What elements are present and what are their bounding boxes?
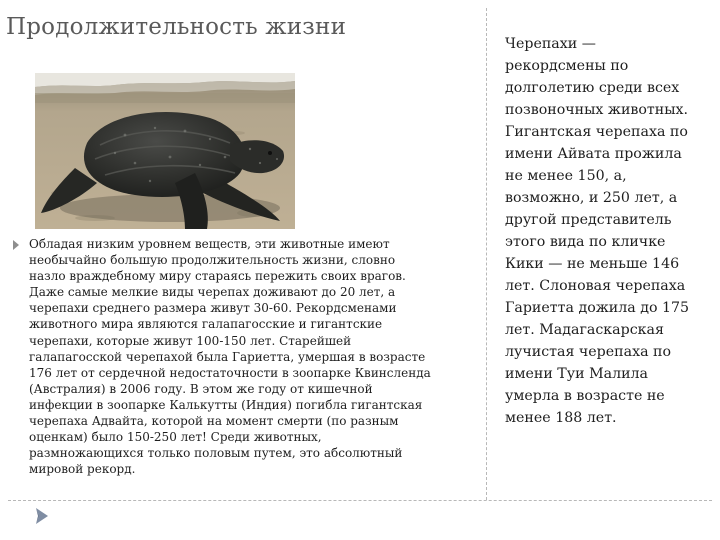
vertical-divider [486, 8, 487, 500]
slide-title: Продолжительность жизни [6, 14, 347, 40]
side-paragraph: Черепахи — рекордсмены по долголетию среди всех позвоночных животных. Гигантская черепаха по имени Айвата прожила не менее 150, а, возможно, и 250 лет, а другой представитель этого вида по кличке Кики — не меньше 146 лет. Слоновая черепаха Гариетта дожила до 175 лет. Мадагаскарская лучистая черепаха по имени Туи Малила умерла в возрасте не менее 188 лет. [505, 36, 690, 426]
horizontal-divider [8, 500, 712, 501]
body-paragraph: Обладая низким уровнем веществ, эти животные имеют необычайно большую продолжительность жизни, словно назло враждебному миру стараясь пережить своих врагов. Даже самые мелкие виды черепах доживают до 20 лет, а черепахи среднего размера живут 30-60. Рекордсменами животного мира являются галапагосские и гигантские черепахи, которые живут 100-150 лет. Старейшей галапагосской черепахой была Гариетта, умершая в возрасте 176 лет от сердечной недостаточности в зоопарке Квинсленда (Австралия) в 2006 году. В этом же году от кишечной инфекции в зоопарке Калькутты (Индия) погибла гигантская черепаха Адвайта, которой на момент смерти (по разным оценкам) было 150-250 лет! Среди животных, размножающихся только половым путем, это абсолютный мировой рекорд. [29, 237, 431, 477]
triangle-bullet-icon [13, 240, 19, 250]
nav-arrow-icon[interactable] [34, 507, 50, 525]
leatherback-turtle-photo [35, 73, 295, 229]
